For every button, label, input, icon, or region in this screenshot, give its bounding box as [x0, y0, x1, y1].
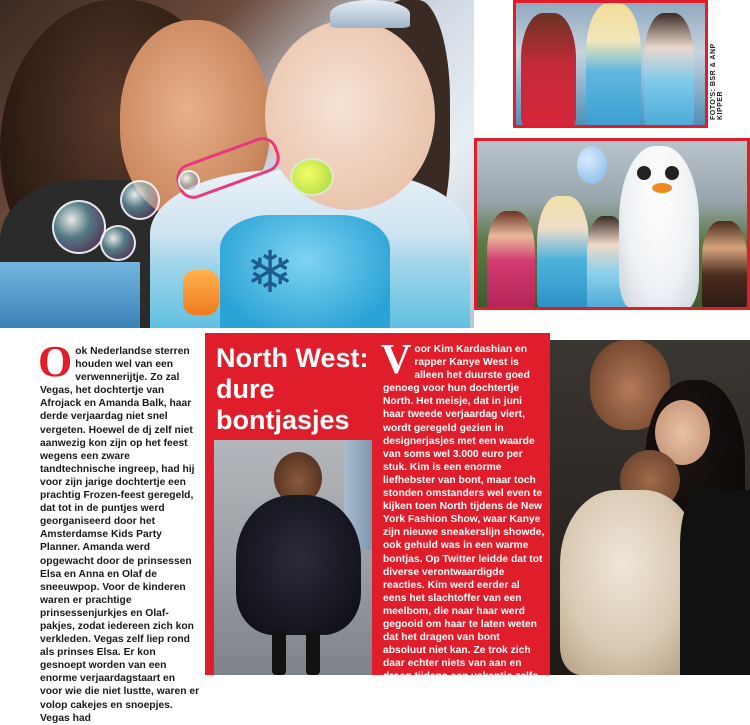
bubble-bottle-orange	[183, 270, 219, 315]
photo-child-fur-coat	[560, 490, 700, 675]
article-left-text: ok Nederlandse sterren houden wel van een verwennerijtje. Zo zal Vegas, het dochtertje van Afrojack en Amanda Balk, haar derde verjaardag niet snel vergeten. Hoewel de dj zelf niet aanwezig kon zijn op het feest wegens een zware tandtechnische ingreep, had hij voor zijn jarige dochtertje een prachtig Frozen-feest geregeld, dat tot in de puntjes werd georganiseerd door het Amsterdamse Kids Party Planner. Amanda werd opgewacht door de prinsessen Elsa en Anna en Olaf de sneeuwpop. Voor de kinderen waren er prachtige prinsessenjurkjes en Olaf-pakjes, zodat iedereen zich kon verkleden. Vegas zelf liep rond als prinses Elsa. Er kon gesnoept worden van een enorme verjaardagstaart en voor wie die niet lustte, waren er volop cakejes en snoepjes. Vegas had	[40, 346, 200, 724]
balloon-icon	[577, 146, 607, 184]
article-left-column	[38, 337, 200, 725]
photo-figure-anna	[487, 211, 535, 310]
bubble-icon	[100, 225, 136, 261]
headline-line-2: dure	[216, 374, 275, 404]
headline-line-3: bontjasjes	[216, 405, 350, 435]
photo-north-west	[214, 440, 372, 675]
photo-woman-outfit	[680, 490, 750, 675]
photo-child-leg	[306, 630, 320, 675]
photo-princesses-top	[513, 0, 708, 128]
article-red-text: oor Kim Kardashian en rapper Kanye West is alleen het duurste goed genoeg voor hun dochtertje North. Het meisje, dat in juni haar tweede verjaardag viert, wordt geregeld gezien in designerjasjes met een waarde van soms wel 3.000 euro per stuk. Kim is een enorme liefhebster van bont, maar toch stonden omstanders wel even te kijken toen North tijdens de New York Fashion Show, waar Kanye zijn nieuwe sneakerslijn showde, ook gehuld was in een warme bontjas. Op Twitter leidde dat tot diverse verontwaardigde reacties. Kim werd eerder al eens het slachtoffer van een meelbom, die naar haar werd gegooid om haar te laten weten dat het dragen van bont absoluut niet kan. Ze trok zich daar echter niets van aan en droeg tijdens een vakantie zelfs een bikini van bont. Kim vindt verder blijkbaar ook dat haar dochter al zo jong	[383, 344, 545, 722]
olaf-eye-icon	[665, 166, 679, 180]
main-photo-bubbles	[0, 0, 474, 328]
photo-group-olaf	[474, 138, 750, 310]
photo-figure-olaf	[619, 146, 699, 310]
photo-kim-north	[550, 340, 750, 675]
photo-child-fur-coat	[236, 495, 361, 635]
photo-figure-elsa	[586, 3, 641, 128]
photo-figure-girl	[644, 13, 694, 128]
tiara-icon	[330, 0, 410, 28]
olaf-eye-icon	[637, 166, 651, 180]
bubble-icon	[120, 180, 160, 220]
photo-figure-woman	[702, 221, 747, 310]
dropcap: V	[381, 337, 412, 383]
headline-line-1: North West:	[216, 343, 369, 373]
article-red-column	[381, 337, 545, 723]
headline	[216, 343, 386, 436]
photo-figure-elsa	[537, 196, 589, 310]
photo-blue-fabric	[0, 262, 140, 328]
dropcap: O	[38, 337, 73, 386]
bubble-bottle-green	[290, 158, 334, 196]
photo-credit: FOTO'S: BSR & ANP KIPPER	[710, 43, 724, 120]
bubble-icon	[52, 200, 106, 254]
bubble-icon	[178, 170, 200, 192]
olaf-nose-icon	[652, 183, 672, 193]
snowflake-icon: ❄	[245, 240, 295, 305]
photo-figure-anna	[521, 13, 576, 128]
photo-child-leg	[272, 630, 286, 675]
